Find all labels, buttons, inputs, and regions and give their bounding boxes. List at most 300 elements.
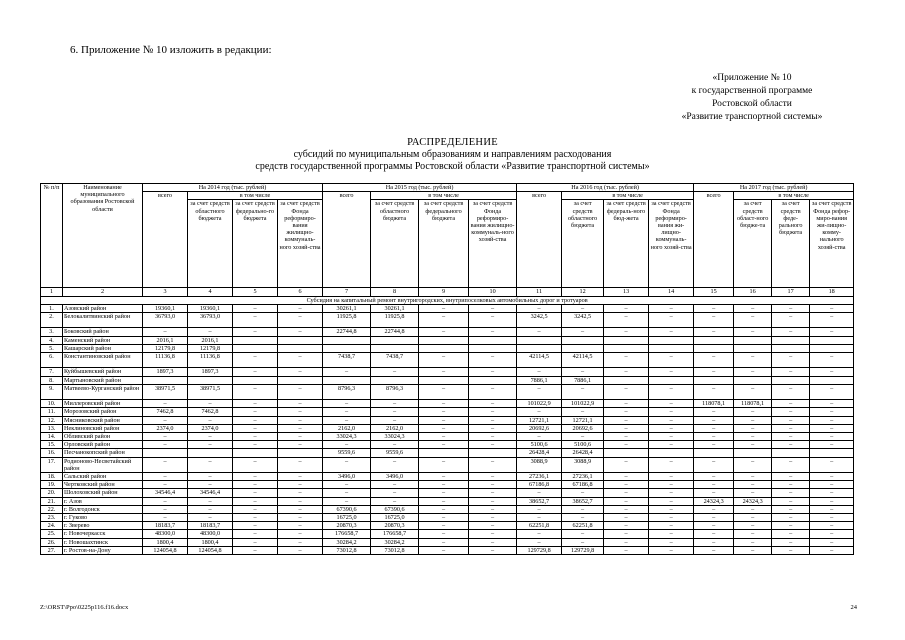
table-cell: –	[649, 304, 694, 312]
table-cell	[419, 344, 469, 352]
table-cell: –	[419, 328, 469, 336]
column-number: 9	[419, 288, 469, 296]
table-cell	[188, 449, 233, 457]
table-cell: –	[694, 368, 734, 376]
row-number: 11.	[41, 408, 63, 416]
table-cell: –	[278, 441, 323, 449]
table-cell	[604, 344, 649, 352]
header-obl-2015: за счет средств областного бюджета	[371, 200, 419, 288]
table-cell: –	[810, 522, 854, 530]
column-number: 4	[188, 288, 233, 296]
table-cell: 67186,8	[562, 481, 604, 489]
table-cell: 12179,8	[143, 344, 188, 352]
table-cell: –	[649, 353, 694, 368]
table-cell: –	[734, 408, 772, 416]
table-cell	[323, 344, 371, 352]
table-cell: –	[649, 433, 694, 441]
table-cell	[810, 376, 854, 384]
table-cell: –	[323, 481, 371, 489]
table-cell: –	[694, 546, 734, 554]
table-cell	[469, 344, 517, 352]
table-cell: –	[419, 353, 469, 368]
table-cell: 101022,9	[562, 400, 604, 408]
table-cell: –	[694, 481, 734, 489]
table-cell	[469, 376, 517, 384]
table-cell: –	[649, 489, 694, 497]
table-cell: –	[419, 530, 469, 538]
table-cell: –	[810, 457, 854, 472]
table-cell: 27236,1	[517, 473, 562, 481]
table-cell: 5100,6	[517, 441, 562, 449]
row-number: 5.	[41, 344, 63, 352]
municipality-name: Родионово-Несветайский район	[63, 457, 143, 472]
table-cell: –	[469, 489, 517, 497]
table-row	[41, 497, 854, 505]
table-cell: –	[188, 481, 233, 489]
table-cell: –	[694, 514, 734, 522]
table-cell: –	[143, 457, 188, 472]
table-row	[41, 546, 854, 554]
table-cell: –	[810, 416, 854, 424]
table-cell: –	[604, 304, 649, 312]
municipality-name: Мартыновский район	[63, 376, 143, 384]
header-fed-2017: за счет средств феде-рального бюджета	[772, 200, 810, 288]
table-cell: –	[188, 441, 233, 449]
table-cell: 2016,1	[143, 336, 188, 344]
table-cell: –	[143, 416, 188, 424]
table-cell	[419, 376, 469, 384]
row-number: 4.	[41, 336, 63, 344]
table-cell: –	[419, 481, 469, 489]
table-cell: –	[562, 530, 604, 538]
table-cell: 18183,7	[188, 522, 233, 530]
column-number: 15	[694, 288, 734, 296]
column-number: 18	[810, 288, 854, 296]
table-cell: –	[143, 505, 188, 513]
table-cell: –	[604, 546, 649, 554]
table-cell: –	[278, 328, 323, 336]
table-cell: 73012,8	[323, 546, 371, 554]
table-cell: –	[810, 441, 854, 449]
table-cell: –	[810, 538, 854, 546]
row-number: 18.	[41, 473, 63, 481]
table-cell: –	[469, 328, 517, 336]
table-row	[41, 336, 854, 344]
appendix-line-3: Ростовской области	[712, 99, 792, 109]
municipality-name: г. Новочеркасск	[63, 530, 143, 538]
table-cell	[649, 376, 694, 384]
table-row	[41, 344, 854, 352]
municipality-name: г. Гуково	[63, 514, 143, 522]
table-cell: –	[772, 514, 810, 522]
table-cell: –	[810, 489, 854, 497]
table-cell: –	[649, 538, 694, 546]
header-total-2015: всего	[323, 192, 371, 288]
table-cell	[419, 449, 469, 457]
table-cell: –	[772, 538, 810, 546]
table-cell: –	[562, 368, 604, 376]
table-cell: 7438,7	[371, 353, 419, 368]
table-cell: –	[419, 304, 469, 312]
table-cell: –	[562, 514, 604, 522]
table-cell: –	[562, 489, 604, 497]
table-cell: –	[419, 441, 469, 449]
table-cell: –	[371, 457, 419, 472]
table-cell: 16725,0	[371, 514, 419, 522]
header-fed-2014: за счет средств федерально-го бюджета	[233, 200, 278, 288]
table-cell: –	[694, 505, 734, 513]
table-cell: –	[469, 424, 517, 432]
table-row	[41, 441, 854, 449]
table-cell: –	[649, 408, 694, 416]
table-cell: –	[278, 457, 323, 472]
table-cell: –	[419, 546, 469, 554]
table-cell: –	[371, 416, 419, 424]
table-cell: –	[517, 368, 562, 376]
header-incl-2016: в том числе	[562, 192, 694, 200]
table-cell: –	[233, 368, 278, 376]
table-cell: 11136,8	[188, 353, 233, 368]
table-cell: 62251,8	[562, 522, 604, 530]
table-cell: –	[810, 408, 854, 416]
table-cell: –	[371, 489, 419, 497]
table-row	[41, 538, 854, 546]
municipality-name: Чертковский район	[63, 481, 143, 489]
table-cell	[734, 336, 772, 344]
table-cell: –	[323, 408, 371, 416]
table-cell: –	[188, 433, 233, 441]
table-cell: –	[188, 497, 233, 505]
table-cell: –	[562, 384, 604, 399]
row-number: 13.	[41, 424, 63, 432]
table-cell: 19360,1	[188, 304, 233, 312]
table-cell: –	[517, 505, 562, 513]
table-cell: –	[604, 538, 649, 546]
table-cell: –	[469, 473, 517, 481]
municipality-name: Куйбышевский район	[63, 368, 143, 376]
table-cell: 36793,0	[188, 313, 233, 328]
table-cell: –	[517, 530, 562, 538]
table-cell: –	[233, 408, 278, 416]
table-cell: –	[469, 304, 517, 312]
table-row	[41, 505, 854, 513]
table-cell: –	[734, 530, 772, 538]
document-title	[0, 136, 905, 173]
municipality-name: Константиновский район	[63, 353, 143, 368]
table-cell: 12721,1	[562, 416, 604, 424]
table-row	[41, 400, 854, 408]
row-number: 23.	[41, 514, 63, 522]
table-cell	[323, 336, 371, 344]
header-year-2015: На 2015 год (тыс. рублей)	[323, 184, 517, 192]
table-cell: –	[772, 505, 810, 513]
table-cell: –	[810, 424, 854, 432]
table-row	[41, 457, 854, 472]
table-cell	[188, 376, 233, 384]
table-cell: –	[517, 328, 562, 336]
table-row	[41, 313, 854, 328]
table-cell: –	[649, 368, 694, 376]
table-row	[41, 408, 854, 416]
table-cell	[810, 449, 854, 457]
municipality-name: г. Зверево	[63, 522, 143, 530]
table-cell: –	[233, 457, 278, 472]
table-cell: –	[649, 530, 694, 538]
table-cell: –	[694, 313, 734, 328]
table-cell: –	[469, 481, 517, 489]
row-number: 2.	[41, 313, 63, 328]
table-cell: –	[371, 481, 419, 489]
column-number: 7	[323, 288, 371, 296]
table-cell: 20692,6	[562, 424, 604, 432]
table-cell	[734, 449, 772, 457]
table-cell: 34546,4	[188, 489, 233, 497]
table-cell: 38652,7	[562, 497, 604, 505]
table-cell: –	[278, 408, 323, 416]
table-cell: 176658,7	[371, 530, 419, 538]
table-cell: 2162,0	[323, 424, 371, 432]
header-incl-2014: в том числе	[188, 192, 323, 200]
row-number: 14.	[41, 433, 63, 441]
table-cell: –	[649, 497, 694, 505]
municipality-name: Боковский район	[63, 328, 143, 336]
table-cell	[604, 376, 649, 384]
table-cell: –	[143, 328, 188, 336]
table-cell: –	[469, 522, 517, 530]
table-cell: –	[233, 514, 278, 522]
column-number: 2	[63, 288, 143, 296]
table-cell: –	[419, 416, 469, 424]
table-cell: –	[278, 505, 323, 513]
table-cell: 26428,4	[562, 449, 604, 457]
table-cell: –	[772, 408, 810, 416]
table-cell	[371, 376, 419, 384]
table-cell	[734, 344, 772, 352]
table-cell: –	[419, 424, 469, 432]
table-cell: –	[278, 489, 323, 497]
table-cell: –	[233, 424, 278, 432]
table-cell: 124054,8	[188, 546, 233, 554]
table-cell: 42114,5	[517, 353, 562, 368]
table-cell: –	[734, 505, 772, 513]
table-cell: –	[278, 304, 323, 312]
table-cell: –	[694, 457, 734, 472]
intro-text: 6. Приложение № 10 изложить в редакции:	[70, 44, 272, 56]
table-cell: –	[604, 313, 649, 328]
table-cell: –	[772, 481, 810, 489]
table-cell: –	[694, 384, 734, 399]
table-cell: –	[649, 522, 694, 530]
table-cell: 38971,5	[188, 384, 233, 399]
table-cell: –	[469, 368, 517, 376]
table-cell: –	[419, 538, 469, 546]
table-cell: –	[649, 384, 694, 399]
table-row	[41, 433, 854, 441]
table-cell: 3088,9	[517, 457, 562, 472]
table-cell: 24324,3	[734, 497, 772, 505]
table-cell: –	[469, 353, 517, 368]
table-cell: –	[143, 441, 188, 449]
column-number: 12	[562, 288, 604, 296]
table-cell: –	[604, 424, 649, 432]
header-incl-2015: в том числе	[371, 192, 517, 200]
table-cell: –	[604, 441, 649, 449]
header-fund-2016: за счет средств Фонда реформиро-вания жи-лищно-коммуналь-ного хозяй-ства	[649, 200, 694, 288]
table-cell: –	[517, 408, 562, 416]
table-cell: 2162,0	[371, 424, 419, 432]
table-cell	[278, 336, 323, 344]
table-cell: 1897,3	[143, 368, 188, 376]
column-number: 6	[278, 288, 323, 296]
column-number: 10	[469, 288, 517, 296]
table-cell: –	[604, 457, 649, 472]
table-cell: 5100,6	[562, 441, 604, 449]
table-row	[41, 304, 854, 312]
table-cell: –	[419, 384, 469, 399]
table-cell: –	[604, 497, 649, 505]
table-cell: 42114,5	[562, 353, 604, 368]
table-cell: –	[734, 304, 772, 312]
table-cell: –	[604, 433, 649, 441]
municipality-name: Азовский район	[63, 304, 143, 312]
table-cell: –	[734, 538, 772, 546]
column-number: 1	[41, 288, 63, 296]
table-cell: –	[734, 473, 772, 481]
table-cell: 1800,4	[143, 538, 188, 546]
table-cell: –	[734, 384, 772, 399]
table-cell: –	[278, 313, 323, 328]
table-cell: 62251,8	[517, 522, 562, 530]
table-cell: –	[772, 368, 810, 376]
table-cell: –	[278, 424, 323, 432]
table-cell	[562, 344, 604, 352]
table-cell: 3496,0	[323, 473, 371, 481]
column-number: 14	[649, 288, 694, 296]
row-number: 17.	[41, 457, 63, 472]
table-cell: –	[604, 522, 649, 530]
table-cell: –	[278, 514, 323, 522]
table-cell: 26428,4	[517, 449, 562, 457]
header-num: № п/п	[41, 184, 63, 288]
table-cell: 7886,1	[562, 376, 604, 384]
table-cell: –	[278, 368, 323, 376]
table-cell: –	[562, 408, 604, 416]
table-cell: –	[278, 522, 323, 530]
table-cell: –	[278, 538, 323, 546]
table-cell: –	[810, 313, 854, 328]
table-cell: 118078,1	[694, 400, 734, 408]
table-cell: –	[772, 313, 810, 328]
table-cell: –	[772, 353, 810, 368]
table-cell: –	[810, 505, 854, 513]
table-cell: –	[188, 457, 233, 472]
table-cell	[323, 376, 371, 384]
table-cell: –	[371, 368, 419, 376]
table-cell: –	[604, 400, 649, 408]
table-row	[41, 328, 854, 336]
table-cell: 2374,0	[188, 424, 233, 432]
table-row	[41, 353, 854, 368]
table-cell: 129729,8	[562, 546, 604, 554]
table-cell	[278, 449, 323, 457]
table-cell: –	[734, 424, 772, 432]
table-cell: –	[772, 304, 810, 312]
table-cell: –	[278, 530, 323, 538]
table-cell: 129729,8	[517, 546, 562, 554]
row-number: 15.	[41, 441, 63, 449]
table-cell: –	[734, 441, 772, 449]
table-cell	[371, 344, 419, 352]
column-number: 16	[734, 288, 772, 296]
table-cell: 27236,1	[562, 473, 604, 481]
table-cell: –	[233, 530, 278, 538]
header-year-2016: На 2016 год (тыс. рублей)	[517, 184, 694, 192]
table-cell: –	[604, 481, 649, 489]
table-cell: –	[649, 457, 694, 472]
table-cell: –	[694, 304, 734, 312]
header-year-2014: На 2014 год (тыс. рублей)	[143, 184, 323, 192]
table-cell: –	[604, 473, 649, 481]
table-cell	[419, 336, 469, 344]
table-cell: –	[772, 457, 810, 472]
table-cell: –	[233, 304, 278, 312]
table-cell	[233, 449, 278, 457]
table-cell: –	[734, 514, 772, 522]
row-number: 10.	[41, 400, 63, 408]
municipality-name: Мясниковский район	[63, 416, 143, 424]
table-cell: –	[469, 514, 517, 522]
table-cell: –	[469, 408, 517, 416]
municipality-name: г. Ростов-на-Дону	[63, 546, 143, 554]
table-cell: –	[694, 408, 734, 416]
table-cell	[734, 376, 772, 384]
table-cell	[694, 449, 734, 457]
table-cell	[233, 336, 278, 344]
table-cell: –	[734, 546, 772, 554]
header-obl-2014: за счет средств областного бюджета	[188, 200, 233, 288]
table-cell: –	[649, 400, 694, 408]
table-cell: –	[323, 416, 371, 424]
table-cell: –	[604, 353, 649, 368]
table-cell: 30284,2	[323, 538, 371, 546]
table-cell: 9559,6	[371, 449, 419, 457]
table-cell: 118078,1	[734, 400, 772, 408]
table-cell: 36793,0	[143, 313, 188, 328]
municipality-name: Морозовский район	[63, 408, 143, 416]
table-cell: –	[649, 505, 694, 513]
table-cell: –	[371, 441, 419, 449]
table-cell: –	[772, 433, 810, 441]
table-cell	[772, 336, 810, 344]
table-cell: –	[562, 505, 604, 513]
table-cell: –	[233, 522, 278, 530]
table-cell: 3496,0	[371, 473, 419, 481]
row-number: 1.	[41, 304, 63, 312]
table-cell	[233, 376, 278, 384]
table-cell: –	[143, 481, 188, 489]
table-cell: –	[371, 497, 419, 505]
table-cell: –	[517, 304, 562, 312]
table-cell: –	[419, 489, 469, 497]
table-cell: –	[810, 433, 854, 441]
table-cell: –	[233, 400, 278, 408]
table-cell	[772, 376, 810, 384]
table-cell: –	[604, 328, 649, 336]
municipality-name: Орловский район	[63, 441, 143, 449]
column-numbers-row	[41, 288, 854, 296]
row-number: 12.	[41, 416, 63, 424]
table-cell: –	[562, 538, 604, 546]
